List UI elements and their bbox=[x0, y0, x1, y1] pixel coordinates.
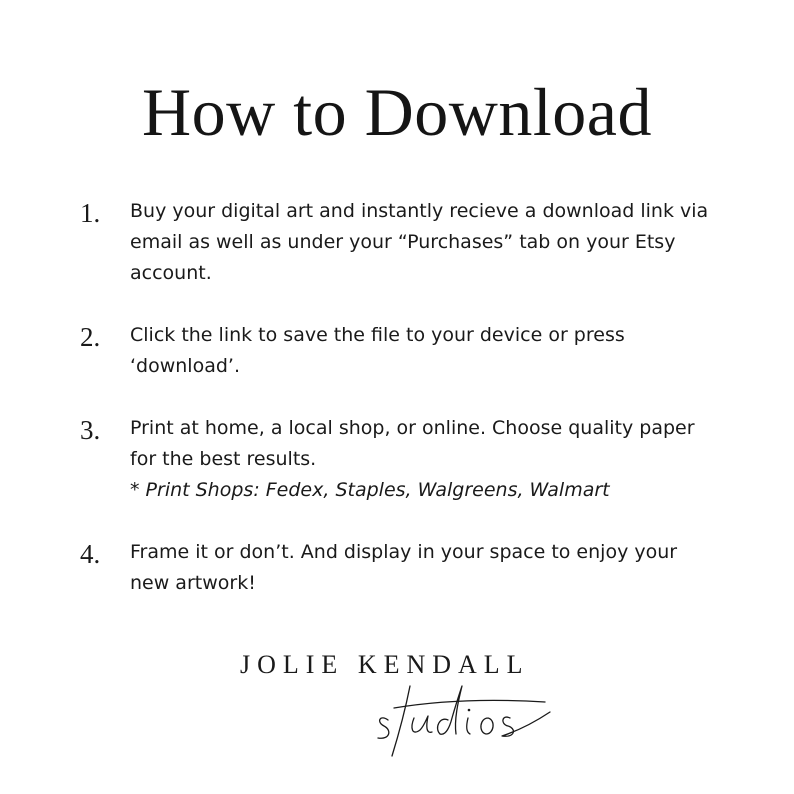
instruction-step-1 bbox=[80, 196, 720, 289]
step-number: 3. bbox=[80, 415, 101, 445]
page-title: How to Download bbox=[142, 74, 652, 150]
note-detail: Print Shops: Fedex, Staples, Walgreens, Walmart bbox=[145, 479, 610, 501]
instruction-list bbox=[80, 196, 720, 599]
brand-logo bbox=[240, 650, 570, 760]
step-number: 1. bbox=[80, 198, 101, 228]
studios-script-logo bbox=[370, 668, 560, 760]
step-text: Frame it or don’t. And display in your space to enjoy your new artwork! bbox=[130, 541, 678, 594]
instruction-step-3 bbox=[80, 413, 720, 506]
print-shops-note bbox=[130, 475, 720, 506]
instruction-step-2 bbox=[80, 320, 720, 382]
step-number: 2. bbox=[80, 322, 101, 352]
step-number: 4. bbox=[80, 539, 101, 569]
brand-name: JOLIE KENDALL bbox=[240, 650, 530, 679]
instruction-step-4 bbox=[80, 537, 720, 599]
step-text: Print at home, a local shop, or online. Choose quality paper for the best results. bbox=[130, 417, 695, 470]
step-text: Buy your digital art and instantly recieve a download link via email as well as under your “Purchases” tab on your Etsy account. bbox=[130, 200, 709, 284]
note-prefix: * bbox=[130, 479, 146, 501]
step-text: Click the link to save the file to your device or press ‘download’. bbox=[130, 324, 625, 377]
